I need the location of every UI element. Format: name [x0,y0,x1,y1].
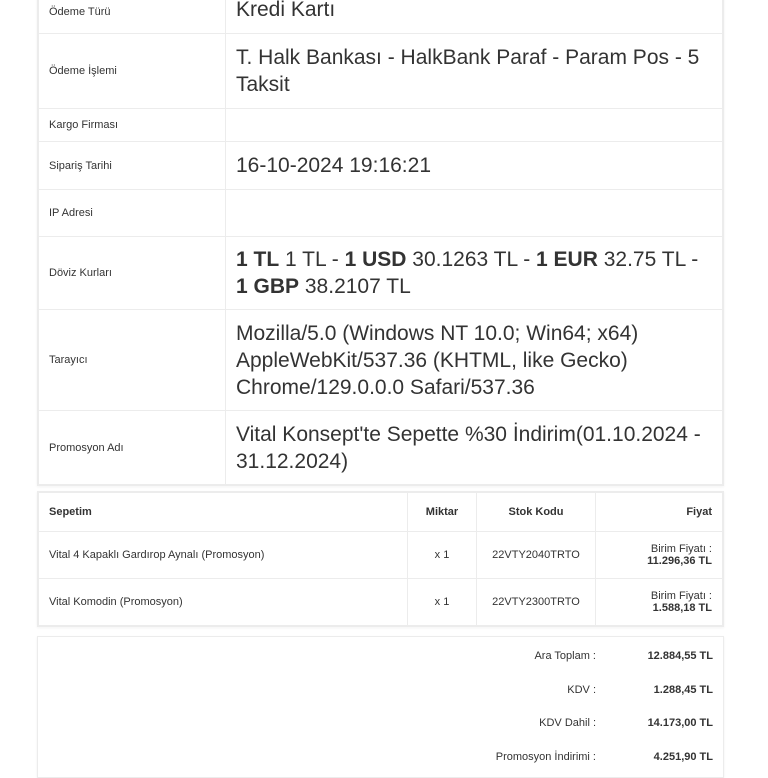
totals-row-vat [38,681,723,701]
rate-value-gbp: 38.2107 TL [304,275,411,298]
rate-unit-usd: 1 USD [344,248,407,271]
cargo-company-value [226,109,723,142]
cart-item-price [596,579,723,626]
order-info-row [39,310,723,411]
promotion-discount-label: Promosyon İndirimi : [495,751,596,763]
vat-included-value: 14.173,00 TL [647,717,713,729]
vat-label: KDV : [567,684,596,696]
subtotal-value: 12.884,55 TL [647,650,713,662]
ip-address-label: IP Adresi [39,190,226,237]
unit-price-value: 11.296,36 TL [647,555,712,567]
cart-panel [37,491,724,627]
vat-included-label: KDV Dahil : [539,717,596,729]
order-date-label: Sipariş Tarihi [39,142,226,190]
order-info-row [39,190,723,237]
cart-header-name: Sepetim [39,493,408,532]
order-info-row [39,237,723,310]
payment-process-value: T. Halk Bankası - HalkBank Paraf - Param Pos - 5 Taksit [226,34,723,109]
cart-item-name: Vital Komodin (Promosyon) [39,579,408,626]
exchange-rates-value [226,237,723,310]
cart-header-price: Fiyat [596,493,723,532]
rate-value-tl: 1 TL [285,248,326,271]
payment-type-value: Kredi Kartı [226,0,723,34]
payment-process-label: Ödeme İşlemi [39,34,226,109]
unit-price-label: Birim Fiyatı : [650,590,712,602]
order-info-row [39,411,723,485]
cart-header-sku: Stok Kodu [477,493,596,532]
rate-unit-tl: 1 TL [236,248,280,271]
order-info-row [39,142,723,190]
rate-value-eur: 32.75 TL [603,248,686,271]
totals-row-vat-included [38,714,723,734]
rate-unit-gbp: 1 GBP [236,275,300,298]
cart-item-row [39,579,723,626]
cart-item-qty: x 1 [408,532,477,579]
rate-unit-eur: 1 EUR [536,248,598,271]
totals-row-promotion-discount [38,748,723,768]
subtotal-label: Ara Toplam : [534,650,596,662]
cart-item-name: Vital 4 Kapaklı Gardırop Aynalı (Promosyon) [39,532,408,579]
rate-separator: - [325,248,345,271]
cart-item-sku: 22VTY2300TRTO [477,579,596,626]
exchange-rates-label: Döviz Kurları [39,237,226,310]
cart-item-row [39,532,723,579]
vat-value: 1.288,45 TL [653,684,713,696]
cart-item-qty: x 1 [408,579,477,626]
payment-type-label: Ödeme Türü [39,0,226,34]
cart-header-row [39,493,723,532]
rate-separator: - [517,248,537,271]
cargo-company-label: Kargo Firması [39,109,226,142]
promotion-name-label: Promosyon Adı [39,411,226,485]
order-info-row [39,109,723,142]
promotion-discount-value: 4.251,90 TL [653,751,713,763]
totals-row-subtotal [38,647,723,667]
promotion-name-value: Vital Konsept'te Sepette %30 İndirim(01.10.2024 - 31.12.2024) [226,411,723,485]
order-info-row [39,34,723,109]
browser-label: Tarayıcı [39,310,226,411]
unit-price-label: Birim Fiyatı : [650,543,712,555]
order-date-value: 16-10-2024 19:16:21 [226,142,723,190]
ip-address-value [226,190,723,237]
rate-separator: - [685,248,699,271]
order-info-panel [37,0,724,486]
order-info-table [38,0,723,485]
browser-value: Mozilla/5.0 (Windows NT 10.0; Win64; x64) AppleWebKit/537.36 (KHTML, like Gecko) Chrome/129.0.0.0 Safari/537.36 [226,310,723,411]
cart-table [38,492,723,626]
order-info-row [39,0,723,34]
cart-header-qty: Miktar [408,493,477,532]
rate-value-usd: 30.1263 TL [412,248,518,271]
totals-panel [37,636,724,778]
unit-price-value: 1.588,18 TL [652,602,712,614]
cart-item-sku: 22VTY2040TRTO [477,532,596,579]
cart-item-price [596,532,723,579]
